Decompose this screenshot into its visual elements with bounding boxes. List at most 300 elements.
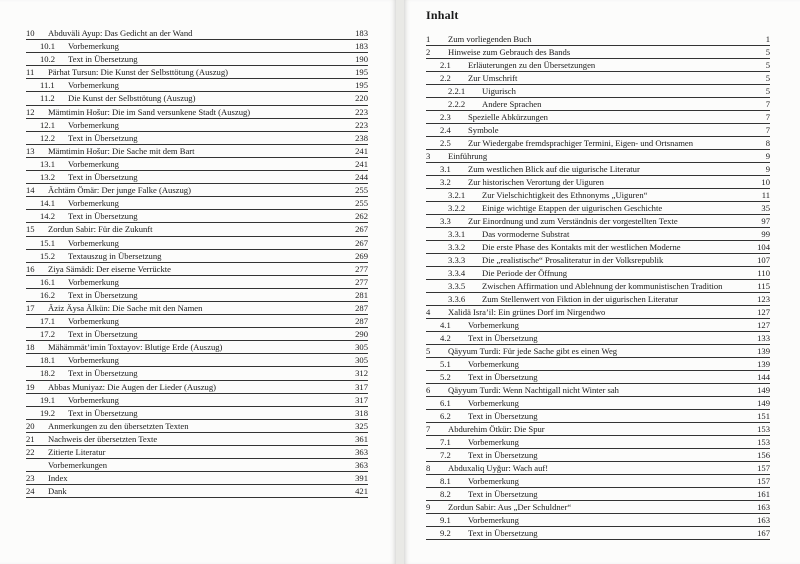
toc-entry-page: 157: [757, 476, 770, 486]
toc-entry-title: Vorbemerkung: [468, 359, 519, 369]
toc-entry-page: 220: [355, 93, 368, 104]
toc-entry-page: 99: [761, 229, 770, 239]
right-toc-list: [426, 33, 770, 540]
toc-entry-page: 361: [355, 433, 368, 444]
book-gutter: [396, 0, 404, 564]
toc-entry-title: Abdurehim Ötkür: Die Spur: [448, 424, 545, 434]
toc-entry-page: 133: [757, 333, 770, 343]
toc-entry-page: 238: [355, 132, 368, 143]
toc-entry-page: 156: [757, 450, 770, 460]
toc-entry-page: 104: [757, 242, 770, 252]
toc-entry[interactable]: [26, 446, 368, 459]
toc-entry-title: Spezielle Abkürzungen: [468, 112, 548, 122]
toc-entry-page: 267: [355, 224, 368, 235]
toc-entry-page: 9: [765, 151, 770, 161]
toc-entry-page: 325: [355, 420, 368, 431]
toc-entry-page: 127: [757, 307, 770, 317]
toc-entry-page: 267: [355, 237, 368, 248]
toc-entry-number: 3.3.5: [448, 281, 466, 291]
toc-entry-title: Einführung: [448, 151, 488, 161]
toc-entry[interactable]: [26, 184, 368, 197]
toc-entry-number: 11.2: [40, 93, 55, 104]
toc-entry-page: 287: [355, 302, 368, 313]
toc-entry-page: 97: [761, 216, 770, 226]
toc-entry[interactable]: [26, 289, 368, 302]
toc-entry[interactable]: [426, 254, 770, 267]
toc-entry-page: 107: [757, 255, 770, 265]
toc-entry-title: Index: [48, 473, 68, 484]
toc-entry-page: 290: [355, 329, 368, 340]
toc-entry-number: 3: [426, 151, 431, 161]
toc-entry[interactable]: [426, 332, 770, 345]
toc-entry[interactable]: [426, 72, 770, 85]
toc-entry[interactable]: [426, 111, 770, 124]
toc-entry-number: 3.3: [440, 216, 451, 226]
toc-entry-number: 15.2: [40, 250, 56, 261]
toc-entry-title: Zordun Sabir: Aus „Der Schuldner“: [448, 502, 572, 512]
toc-entry[interactable]: [426, 306, 770, 319]
toc-entry[interactable]: [26, 263, 368, 276]
toc-entry-page: 5: [765, 86, 770, 96]
toc-entry-title: Zordun Sabir: Für die Zukunft: [48, 224, 153, 235]
toc-entry-number: 11.1: [40, 80, 55, 91]
toc-entry-page: 183: [355, 28, 368, 38]
toc-entry[interactable]: [426, 85, 770, 98]
toc-entry-page: 7: [765, 125, 770, 135]
toc-entry-title: Vorbemerkung: [68, 80, 119, 91]
toc-entry-title: Abduxaliq Uyğur: Wach auf!: [448, 463, 549, 473]
toc-entry-number: 14.2: [40, 211, 56, 222]
toc-entry-number: 9: [426, 502, 431, 512]
toc-entry-title: Zur Umschrift: [468, 73, 518, 83]
toc-entry-number: 1: [426, 34, 431, 44]
toc-entry-number: 2.1: [440, 60, 451, 70]
toc-entry-title: Vorbemerkung: [68, 158, 119, 169]
toc-entry-title: Mämtimin Hošur: Die im Sand versunkene Stadt (Auszug): [48, 106, 251, 117]
toc-entry-number: 19: [26, 381, 35, 392]
toc-entry-page: 190: [355, 54, 368, 65]
toc-entry-page: 115: [757, 281, 770, 291]
toc-entry[interactable]: [26, 433, 368, 446]
toc-entry-page: 139: [757, 359, 770, 369]
toc-entry-number: 2.4: [440, 125, 451, 135]
toc-entry-number: 9.1: [440, 515, 451, 525]
toc-entry-page: 144: [757, 372, 770, 382]
toc-entry-title: Die erste Phase des Kontakts mit der westlichen Moderne: [482, 242, 681, 252]
toc-entry-title: Vorbemerkungen: [48, 460, 108, 471]
toc-entry-number: 2.2.1: [448, 86, 466, 96]
toc-entry-title: Textauszug in Übersetzung: [68, 250, 162, 261]
toc-entry-title: Abbas Muniyaz: Die Augen der Lieder (Auszug): [48, 381, 217, 392]
toc-entry[interactable]: [26, 302, 368, 315]
toc-entry-page: 163: [757, 515, 770, 525]
toc-entry[interactable]: [26, 106, 368, 119]
toc-entry-page: 317: [355, 394, 368, 405]
toc-entry-number: 2.3: [440, 112, 451, 122]
toc-entry[interactable]: [26, 158, 368, 171]
toc-entry[interactable]: [26, 119, 368, 132]
toc-entry[interactable]: [26, 223, 368, 236]
toc-entry[interactable]: [26, 276, 368, 289]
toc-entry-title: Zwischen Affirmation und Ablehnung der kommunistischen Tradition: [482, 281, 723, 291]
toc-entry-number: 23: [26, 473, 35, 484]
toc-entry-title: Erläuterungen zu den Übersetzungen: [468, 60, 596, 70]
toc-entry-page: 241: [355, 158, 368, 169]
toc-entry[interactable]: [426, 462, 770, 475]
toc-entry-page: 255: [355, 198, 368, 209]
toc-entry-number: 18.1: [40, 355, 56, 366]
toc-entry-title: Die Kunst der Selbsttötung (Auszug): [68, 93, 196, 104]
toc-entry-page: 262: [355, 211, 368, 222]
toc-entry-title: Hinweise zum Gebrauch des Bands: [448, 47, 571, 57]
toc-entry-page: 5: [765, 47, 770, 57]
toc-entry[interactable]: [426, 423, 770, 436]
toc-entry-number: 8.1: [440, 476, 451, 486]
toc-entry-page: 391: [355, 473, 368, 484]
toc-entry-title: Zur historischen Verortung der Uiguren: [468, 177, 604, 187]
toc-entry-page: 153: [757, 437, 770, 447]
toc-entry-title: Vorbemerkung: [68, 276, 119, 287]
toc-entry-number: 7: [426, 424, 431, 434]
toc-entry-number: 7.2: [440, 450, 451, 460]
toc-entry-page: 127: [757, 320, 770, 330]
toc-entry-page: 35: [761, 203, 770, 213]
toc-entry-title: Zitierte Literatur: [48, 447, 106, 457]
toc-entry[interactable]: [426, 345, 770, 358]
toc-entry[interactable]: [26, 394, 368, 407]
toc-entry-title: Text in Übersetzung: [468, 333, 538, 343]
toc-entry-page: 110: [757, 268, 770, 278]
toc-entry-number: 4.2: [440, 333, 451, 343]
toc-entry[interactable]: [426, 33, 770, 46]
toc-entry[interactable]: [26, 27, 368, 40]
toc-entry[interactable]: [426, 527, 770, 540]
toc-entry-page: 305: [355, 355, 368, 366]
toc-entry-number: 19.2: [40, 407, 56, 418]
toc-entry-page: 317: [355, 381, 368, 392]
toc-entry-page: 149: [757, 398, 770, 408]
toc-entry-title: Vorbemerkung: [68, 355, 119, 366]
toc-entry[interactable]: [426, 514, 770, 527]
toc-entry[interactable]: [426, 319, 770, 332]
toc-entry[interactable]: [426, 280, 770, 293]
toc-entry[interactable]: [26, 40, 368, 53]
toc-entry[interactable]: [26, 145, 368, 158]
toc-entry-page: 195: [355, 67, 368, 78]
toc-entry-number: 5: [426, 346, 431, 356]
toc-entry-number: 17.2: [40, 329, 56, 340]
left-toc-list: [26, 27, 368, 498]
toc-entry-title: Dank: [48, 486, 67, 497]
toc-entry[interactable]: [426, 449, 770, 462]
toc-entry[interactable]: [426, 228, 770, 241]
toc-entry[interactable]: [26, 420, 368, 433]
toc-entry-page: 363: [355, 447, 368, 457]
toc-entry-number: 20: [26, 420, 35, 431]
toc-entry-number: 19.1: [40, 394, 56, 405]
toc-entry-title: Text in Übersetzung: [468, 528, 538, 538]
toc-entry-title: Xalidä Isra’il: Ein grünes Dorf im Nirgendwo: [448, 307, 606, 317]
toc-entry-number: 3.3.6: [448, 294, 466, 304]
toc-entry-number: 2.2.2: [448, 99, 466, 109]
toc-heading: Inhalt: [426, 8, 459, 22]
toc-entry[interactable]: [426, 163, 770, 176]
toc-entry-page: 281: [355, 289, 368, 300]
toc-entry[interactable]: [426, 124, 770, 137]
toc-entry-number: 6.2: [440, 411, 451, 421]
toc-entry-title: Text in Übersetzung: [468, 489, 538, 499]
toc-entry-number: 13.2: [40, 172, 56, 183]
toc-entry[interactable]: [26, 250, 368, 263]
toc-entry[interactable]: [26, 132, 368, 145]
toc-entry[interactable]: [26, 237, 368, 250]
toc-entry-number: 6.1: [440, 398, 451, 408]
toc-entry-title: Vorbemerkung: [68, 41, 119, 52]
toc-entry-page: 287: [355, 316, 368, 327]
toc-entry-page: 7: [765, 112, 770, 122]
toc-entry[interactable]: [26, 459, 368, 472]
toc-entry-page: 241: [355, 145, 368, 156]
toc-entry-number: 13: [26, 145, 35, 156]
toc-entry-page: 269: [355, 250, 368, 261]
toc-entry-number: 3.2: [440, 177, 451, 187]
toc-entry-number: 15.1: [40, 237, 56, 248]
toc-entry-number: 2: [426, 47, 431, 57]
toc-entry-page: 157: [757, 463, 770, 473]
toc-entry[interactable]: [26, 328, 368, 341]
toc-entry-title: Text in Übersetzung: [468, 450, 538, 460]
toc-entry-number: 13.1: [40, 158, 56, 169]
toc-entry-number: 7.1: [440, 437, 451, 447]
toc-entry-title: Text in Übersetzung: [68, 407, 138, 418]
toc-entry-number: 22: [26, 447, 35, 457]
toc-entry[interactable]: [426, 501, 770, 514]
toc-entry[interactable]: [26, 407, 368, 420]
toc-entry-page: 123: [757, 294, 770, 304]
toc-entry[interactable]: [26, 53, 368, 66]
toc-entry-number: 3.1: [440, 164, 451, 174]
toc-entry-number: 3.3.1: [448, 229, 466, 239]
toc-entry-number: 18: [26, 342, 35, 353]
toc-entry-number: 2.2: [440, 73, 451, 83]
toc-entry-page: 183: [355, 41, 368, 52]
toc-entry-number: 5.1: [440, 359, 451, 369]
toc-entry-title: Ächtäm Ömär: Der junge Falke (Auszug): [48, 185, 191, 196]
toc-entry[interactable]: [426, 150, 770, 163]
toc-entry-title: Mähämmät’imin Toxtayov: Blutige Erde (Auszug): [48, 342, 223, 353]
toc-entry-title: Vorbemerkung: [68, 237, 119, 248]
toc-entry[interactable]: [426, 293, 770, 306]
toc-entry[interactable]: [426, 46, 770, 59]
toc-entry[interactable]: [26, 79, 368, 92]
toc-entry-title: Die Periode der Öffnung: [482, 268, 568, 278]
toc-entry-title: Zur Vielschichtigkeit des Ethnonyms „Uiguren“: [482, 190, 648, 200]
toc-entry-title: Uigurisch: [482, 86, 516, 96]
toc-entry-number: 8: [426, 463, 431, 473]
toc-entry-number: 12: [26, 106, 35, 117]
toc-entry-title: Text in Übersetzung: [68, 172, 138, 183]
toc-entry-title: Text in Übersetzung: [468, 411, 538, 421]
toc-entry[interactable]: [426, 202, 770, 215]
toc-entry-title: Text in Übersetzung: [68, 211, 138, 222]
toc-entry-page: 7: [765, 99, 770, 109]
toc-entry-title: Die „realistische“ Prosaliteratur in der Volksrepublik: [482, 255, 664, 265]
toc-entry-page: 255: [355, 185, 368, 196]
toc-entry-title: Ziya Sämädi: Der eiserne Verrückte: [48, 263, 171, 274]
toc-entry-title: Anmerkungen zu den übersetzten Texten: [48, 420, 189, 431]
toc-entry-number: 24: [26, 486, 35, 497]
toc-entry-page: 8: [765, 138, 770, 148]
toc-entry-page: 151: [757, 411, 770, 421]
toc-entry-number: 3.3.4: [448, 268, 466, 278]
toc-entry[interactable]: [426, 488, 770, 501]
toc-entry[interactable]: [426, 384, 770, 397]
toc-entry-title: Pärhat Tursun: Die Kunst der Selbsttötung (Auszug): [48, 67, 228, 78]
toc-entry-number: 2.5: [440, 138, 451, 148]
toc-entry-page: 312: [355, 368, 368, 379]
toc-entry[interactable]: [26, 315, 368, 328]
toc-entry-title: Andere Sprachen: [482, 99, 542, 109]
toc-entry-number: 10.1: [40, 41, 56, 52]
toc-entry-number: 16.1: [40, 276, 56, 287]
toc-entry[interactable]: [426, 98, 770, 111]
toc-entry[interactable]: [426, 215, 770, 228]
toc-entry[interactable]: [26, 210, 368, 223]
toc-entry-title: Vorbemerkung: [68, 119, 119, 130]
toc-entry-number: 6: [426, 385, 431, 395]
toc-entry-title: Nachweis der übersetzten Texte: [48, 433, 158, 444]
toc-entry[interactable]: [426, 189, 770, 202]
toc-entry[interactable]: [26, 381, 368, 394]
toc-entry-number: 17: [26, 302, 35, 313]
toc-entry-number: 14.1: [40, 198, 56, 209]
toc-entry-page: 277: [355, 276, 368, 287]
toc-entry-page: 421: [355, 486, 368, 497]
toc-entry-number: 18.2: [40, 368, 56, 379]
toc-entry-number: 4: [426, 307, 431, 317]
toc-entry-title: Symbole: [468, 125, 499, 135]
toc-entry-number: 3.3.3: [448, 255, 466, 265]
toc-entry-title: Einige wichtige Etappen der uigurischen Geschichte: [482, 203, 663, 213]
toc-entry-page: 11: [761, 190, 770, 200]
toc-entry-title: Das vormoderne Substrat: [482, 229, 570, 239]
toc-entry-page: 5: [765, 73, 770, 83]
toc-entry-title: Abduväli Ayup: Das Gedicht an der Wand: [48, 28, 193, 38]
toc-entry[interactable]: [426, 475, 770, 488]
toc-entry-number: 10: [26, 28, 35, 38]
toc-entry[interactable]: [426, 59, 770, 72]
toc-entry-number: 3.3.2: [448, 242, 466, 252]
toc-entry[interactable]: [426, 241, 770, 254]
toc-entry[interactable]: [26, 92, 368, 105]
toc-entry-number: 11: [26, 67, 35, 78]
toc-entry-number: 14: [26, 185, 35, 196]
toc-entry-number: 15: [26, 224, 35, 235]
toc-entry-number: 3.2.2: [448, 203, 466, 213]
toc-entry-page: 153: [757, 424, 770, 434]
toc-entry-title: Text in Übersetzung: [468, 372, 538, 382]
toc-entry-number: 5.2: [440, 372, 451, 382]
toc-entry-title: Zur Einordnung und zum Verständnis der vorgestellten Texte: [468, 216, 678, 226]
toc-entry[interactable]: [426, 436, 770, 449]
toc-entry-page: 163: [757, 502, 770, 512]
toc-entry[interactable]: [26, 197, 368, 210]
toc-entry-title: Zum Stellenwert von Fiktion in der uigurischen Literatur: [482, 294, 678, 304]
toc-entry-number: 17.1: [40, 316, 56, 327]
toc-entry[interactable]: [426, 137, 770, 150]
toc-entry[interactable]: [26, 171, 368, 184]
toc-entry-number: 8.2: [440, 489, 451, 499]
right-page: [404, 0, 800, 564]
toc-entry-title: Vorbemerkung: [468, 320, 519, 330]
toc-entry-number: 16: [26, 263, 35, 274]
toc-entry[interactable]: [26, 485, 368, 498]
toc-entry-title: Qäyyum Turdi: Für jede Sache gibt es einen Weg: [448, 346, 618, 356]
toc-entry-page: 277: [355, 263, 368, 274]
toc-entry[interactable]: [426, 397, 770, 410]
toc-entry[interactable]: [426, 410, 770, 423]
toc-entry[interactable]: [426, 176, 770, 189]
toc-entry-page: 223: [355, 106, 368, 117]
toc-entry-page: 363: [355, 460, 368, 471]
toc-entry-page: 305: [355, 342, 368, 353]
toc-entry-title: Mämtimin Hošur: Die Sache mit dem Bart: [48, 145, 195, 156]
toc-entry-title: Text in Übersetzung: [68, 54, 138, 65]
toc-entry[interactable]: [26, 472, 368, 485]
toc-entry-number: 12.1: [40, 119, 56, 130]
toc-entry-title: Vorbemerkung: [468, 398, 519, 408]
toc-entry-title: Qäyyum Turdi: Wenn Nachtigall nicht Winter sah: [448, 385, 619, 395]
toc-entry-number: 3.2.1: [448, 190, 466, 200]
toc-entry-title: Text in Übersetzung: [68, 368, 138, 379]
toc-entry[interactable]: [426, 371, 770, 384]
toc-entry-page: 139: [757, 346, 770, 356]
toc-entry-page: 5: [765, 60, 770, 70]
toc-entry-title: Vorbemerkung: [468, 476, 519, 486]
toc-entry[interactable]: [26, 66, 368, 79]
toc-entry-page: 318: [355, 407, 368, 418]
toc-entry-page: 1: [765, 34, 770, 44]
toc-entry-title: Vorbemerkung: [68, 198, 119, 209]
toc-entry-page: 167: [757, 528, 770, 538]
toc-entry[interactable]: [26, 367, 368, 380]
toc-entry[interactable]: [26, 341, 368, 354]
toc-entry[interactable]: [426, 358, 770, 371]
toc-entry[interactable]: [426, 267, 770, 280]
toc-entry-title: Text in Übersetzung: [68, 329, 138, 340]
toc-entry-page: 223: [355, 119, 368, 130]
toc-entry-number: 12.2: [40, 132, 56, 143]
toc-entry-number: 16.2: [40, 289, 56, 300]
toc-entry-page: 244: [355, 172, 368, 183]
toc-entry-title: Zum vorliegenden Buch: [448, 34, 532, 44]
left-page: [0, 0, 396, 564]
toc-entry-number: 10.2: [40, 54, 56, 65]
toc-entry-title: Vorbemerkung: [68, 394, 119, 405]
toc-entry-page: 195: [355, 80, 368, 91]
toc-entry-page: 10: [761, 177, 770, 187]
toc-entry-page: 149: [757, 385, 770, 395]
toc-entry[interactable]: [26, 354, 368, 367]
toc-entry-page: 9: [765, 164, 770, 174]
toc-entry-title: Äziz Äysa Älkün: Die Sache mit den Namen: [48, 302, 203, 313]
toc-entry-title: Vorbemerkung: [68, 316, 119, 327]
toc-entry-title: Text in Übersetzung: [68, 132, 138, 143]
toc-entry-title: Vorbemerkung: [468, 515, 519, 525]
toc-entry-number: 4.1: [440, 320, 451, 330]
toc-entry-title: Vorbemerkung: [468, 437, 519, 447]
toc-entry-number: 9.2: [440, 528, 451, 538]
